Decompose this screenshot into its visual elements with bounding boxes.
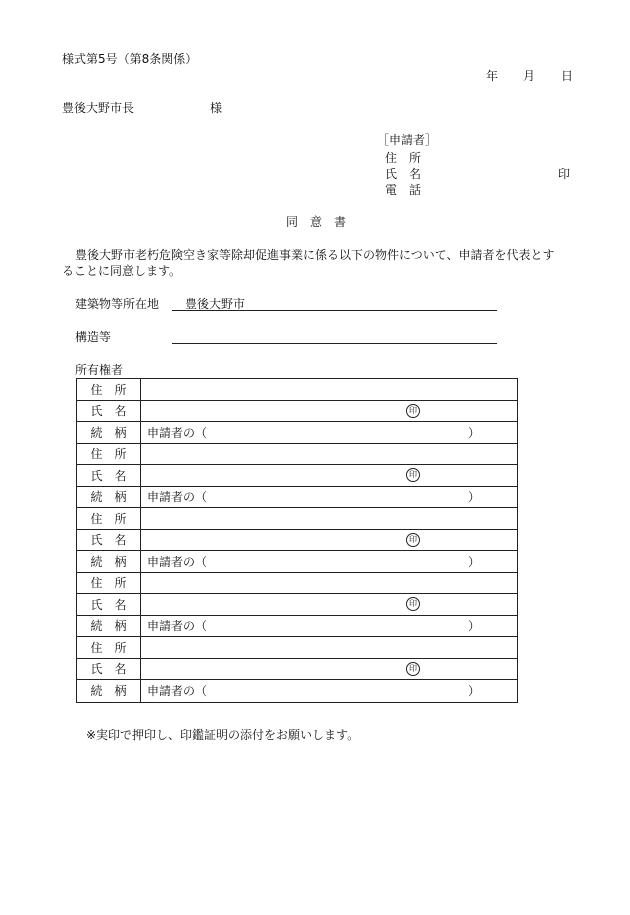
owner-2-name-row [77, 465, 517, 487]
date-year: 年 [486, 69, 499, 83]
owner-address-label: 住所 [77, 573, 141, 594]
seal-icon: 印 [406, 468, 420, 482]
applicant-heading: ［申請者］ [377, 133, 438, 147]
owner-4-address-row [77, 573, 517, 595]
owner-address-label: 住所 [77, 508, 141, 529]
owner-address-label: 住所 [77, 379, 141, 400]
owner-2-address-row [77, 444, 517, 466]
owner-5-name-row [77, 659, 517, 681]
addressee-mayor: 豊後大野市長 [62, 101, 135, 115]
owner-relation-field[interactable] [141, 616, 517, 637]
applicant-seal-mark: 印 [558, 167, 571, 181]
owner-3-name-row [77, 530, 517, 552]
owner-relation-label: 続柄 [77, 551, 141, 572]
owner-address-field[interactable] [141, 508, 517, 529]
owner-name-label: 氏名 [77, 530, 141, 551]
relation-prefix: 申請者の（ [147, 554, 208, 569]
owner-name-label: 氏名 [77, 401, 141, 422]
owner-name-label: 氏名 [77, 465, 141, 486]
owner-2-relation-row [77, 487, 517, 509]
owner-name-label: 氏名 [77, 594, 141, 615]
structure-label: 構造等 [75, 330, 112, 344]
owner-name-field[interactable] [141, 594, 517, 615]
owner-relation-field[interactable] [141, 422, 517, 443]
owner-3-address-row [77, 508, 517, 530]
owner-name-field[interactable] [141, 401, 517, 422]
owner-relation-field[interactable] [141, 680, 517, 702]
owner-1-relation-row [77, 422, 517, 444]
relation-prefix: 申請者の（ [147, 684, 208, 699]
owner-address-label: 住所 [77, 444, 141, 465]
owner-name-field[interactable] [141, 530, 517, 551]
owners-table [76, 378, 518, 703]
owner-relation-label: 続柄 [77, 487, 141, 508]
owner-name-field[interactable] [141, 465, 517, 486]
owner-name-field[interactable] [141, 659, 517, 680]
addressee-honorific: 様 [210, 101, 223, 115]
owner-address-field[interactable] [141, 379, 517, 400]
owners-label: 所有権者 [75, 363, 124, 377]
seal-icon: 印 [406, 662, 420, 676]
owner-address-field[interactable] [141, 637, 517, 658]
relation-close: ） [468, 490, 481, 505]
relation-close: ） [468, 554, 481, 569]
owner-address-field[interactable] [141, 573, 517, 594]
date-day: 日 [561, 69, 574, 83]
relation-prefix: 申請者の（ [147, 490, 208, 505]
owner-relation-label: 続柄 [77, 422, 141, 443]
building-location-label: 建築物等所在地 [75, 297, 160, 311]
relation-close: ） [468, 619, 481, 634]
body-text-line1: 豊後大野市老朽危険空き家等除却促進事業に係る以下の物件について、申請者を代表とす [75, 248, 555, 262]
applicant-address-label: 住 所 [385, 151, 422, 165]
owner-5-address-row [77, 637, 517, 659]
owner-1-name-row [77, 401, 517, 423]
relation-prefix: 申請者の（ [147, 619, 208, 634]
seal-icon: 印 [406, 597, 420, 611]
date-month: 月 [523, 69, 536, 83]
relation-close: ） [468, 684, 481, 699]
owner-1-address-row [77, 379, 517, 401]
applicant-name-label: 氏 名 [385, 167, 422, 181]
owner-4-name-row [77, 594, 517, 616]
owner-5-relation-row [77, 680, 517, 702]
relation-prefix: 申請者の（ [147, 425, 208, 440]
form-number: 様式第5号（第8条関係） [62, 52, 198, 66]
building-location-value[interactable]: 豊後大野市 [185, 297, 246, 311]
footnote: ※実印で押印し、印鑑証明の添付をお願いします。 [86, 728, 360, 742]
owner-4-relation-row [77, 616, 517, 638]
owner-relation-label: 続柄 [77, 680, 141, 702]
seal-icon: 印 [406, 533, 420, 547]
seal-icon: 印 [406, 404, 420, 418]
document-title: 同 意 書 [286, 215, 347, 229]
structure-underline[interactable] [172, 343, 497, 344]
applicant-phone-label: 電 話 [385, 183, 422, 197]
owner-relation-label: 続柄 [77, 616, 141, 637]
relation-close: ） [468, 425, 481, 440]
owner-3-relation-row [77, 551, 517, 573]
body-text-line2: ることに同意します。 [62, 264, 182, 278]
owner-address-field[interactable] [141, 444, 517, 465]
owner-relation-field[interactable] [141, 551, 517, 572]
owner-name-label: 氏名 [77, 659, 141, 680]
owner-address-label: 住所 [77, 637, 141, 658]
owner-relation-field[interactable] [141, 487, 517, 508]
